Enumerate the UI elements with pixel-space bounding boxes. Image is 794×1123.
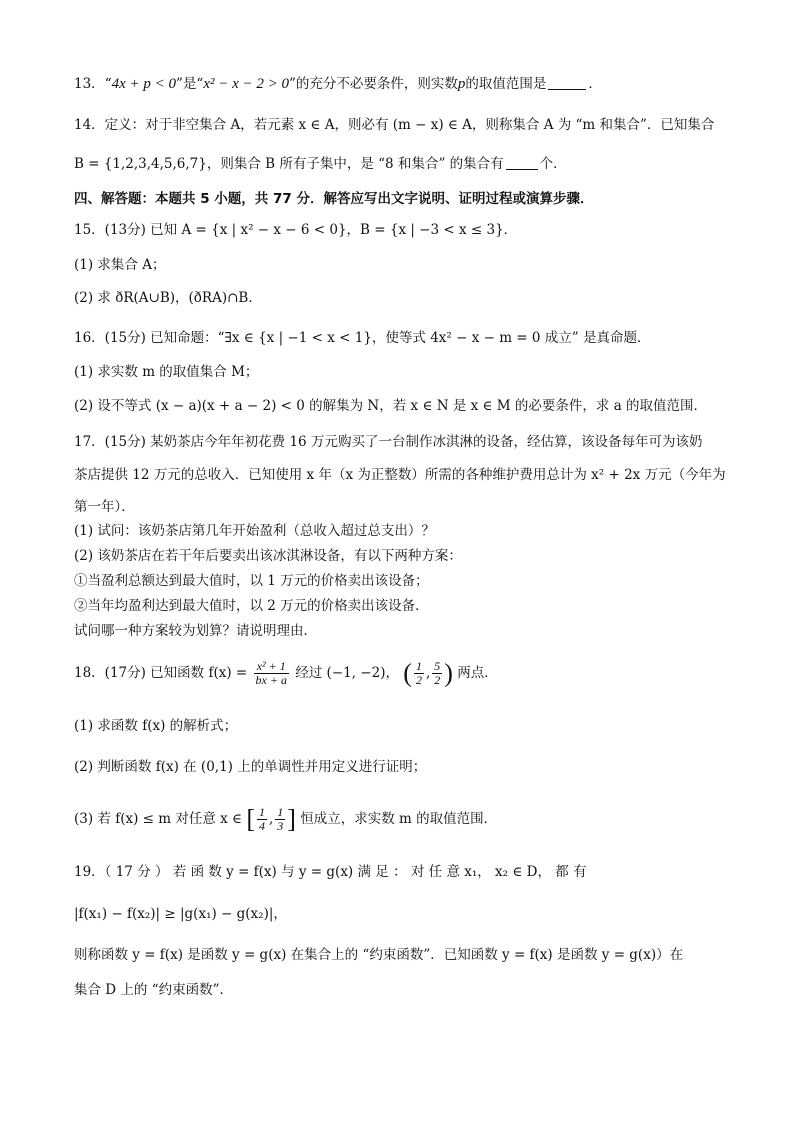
question-18-part-3: (3) 若 f(x) ≤ m 对任意 x ∈ [ $\frac{1}{4}$ , $\frac{1}{3}$ ] 恒成立，求实数 m 的取值范围． (74, 804, 498, 834)
question-19-line-3: 则称函数 y = f(x) 是函数 y = g(x) 在集合上的 “约束函数”．已知函数 y = f(x) 是函数 y = g(x)）在 (74, 947, 684, 963)
question-15-head: 15．(13分) 已知 A = {x | x² − x − 6 < 0}，B = {x | −3 < x ≤ 3}． (74, 222, 518, 238)
question-17-option-2: ②当年均盈利达到最大值时，以 2 万元的价格卖出该设备． (74, 598, 429, 614)
question-17-part-2: (2) 该奶茶店在若干年后要卖出该冰淇淋设备，有以下两种方案： (74, 548, 462, 564)
question-17-part-1: (1) 试问：该奶茶店第几年开始盈利（总收入超过总支出）？ (74, 523, 435, 539)
answer-blank[interactable] (548, 75, 586, 90)
fraction: $\frac{1}{2}$ (415, 659, 422, 687)
question-15-part-2: (2) 求 ðR(A∪B)，(ðRA)∩B． (74, 290, 262, 306)
fraction: $\frac{1}{4}$ (259, 805, 265, 833)
question-19-line-4: 集合 D 上的 “约束函数”． (74, 982, 234, 998)
question-18-part-2: (2) 判断函数 f(x) 在 (0,1) 上的单调性并用定义进行证明； (74, 759, 427, 775)
question-19-line-1: 19．（ 17 分 ） 若 函 数 y = f(x) 与 y = g(x) 满 足 ： 对 任 意 x₁， x₂ ∈ D， 都 有 (74, 864, 587, 880)
question-16-part-1: (1) 求实数 m 的取值集合 M； (74, 364, 259, 380)
question-17-ask: 试问哪一种方案较为划算？请说明理由． (74, 623, 317, 639)
question-14-line-2: B = {1,2,3,4,5,6,7}，则集合 B 所有子集中，是 “8 和集合” 的集合有 个． (74, 156, 567, 172)
question-13: 13．“4x + p < 0”是“x² − x − 2 > 0”的充分不必要条件，则实数p的取值范围是 ． (74, 76, 602, 92)
fraction: $\frac{1}{3}$ (277, 805, 284, 833)
question-19-line-2: |f(x₁) − f(x₂)| ≥ |g(x₁) − g(x₂)|， (74, 906, 287, 922)
math-expression: x² − x − 2 > 0 (203, 76, 289, 92)
question-17-line-3: 第一年）． (74, 499, 135, 515)
section-heading: 四、解答题：本题共 5 小题，共 77 分．解答应写出文字说明、证明过程或演算步骤． (74, 191, 594, 207)
question-17-line-2: 茶店提供 12 万元的总收入．已知使用 x 年（x 为正整数）所需的各种维护费用总计为 x² + 2x 万元（今年为 (74, 467, 726, 483)
fraction: $\frac{\text{x² + 1}}{bx + a}$ (255, 659, 287, 687)
math-expression: 4x + p < 0 (111, 76, 176, 92)
question-18-head: 18．(17分) 已知函数 f(x) = $\frac{\text{x² + 1}}{bx + a}$ 经过 (−1, −2)， ( $\frac{1}{2}$ , $\frac{5}{2}$ ) 两点． (74, 658, 498, 688)
question-14-line-1: 14．定义：对于非空集合 A，若元素 x ∈ A，则必有 (m − x) ∈ A，则称集合 A 为 “m 和集合”．已知集合 (74, 117, 715, 133)
question-17-line-1: 17．(15分) 某奶茶店今年年初花费 16 万元购买了一台制作冰淇淋的设备，经估算，该设备每年可为该奶 (74, 434, 703, 450)
question-17-option-1: ①当盈利总额达到最大值时，以 1 万元的价格卖出该设备； (74, 573, 429, 589)
fraction: $\frac{5}{2}$ (434, 659, 441, 687)
question-15-part-1: (1) 求集合 A； (74, 257, 166, 273)
question-16-head: 16．(15分) 已知命题：“∃x ∈ {x | −1 < x < 1}，使等式 4x² − x − m = 0 成立” 是真命题． (74, 330, 651, 346)
question-16-part-2: (2) 设不等式 (x − a)(x + a − 2) < 0 的解集为 N，若 x ∈ N 是 x ∈ M 的必要条件，求 a 的取值范围． (74, 398, 708, 414)
question-18-part-1: (1) 求函数 f(x) 的解析式； (74, 718, 238, 734)
answer-blank[interactable] (506, 155, 538, 170)
